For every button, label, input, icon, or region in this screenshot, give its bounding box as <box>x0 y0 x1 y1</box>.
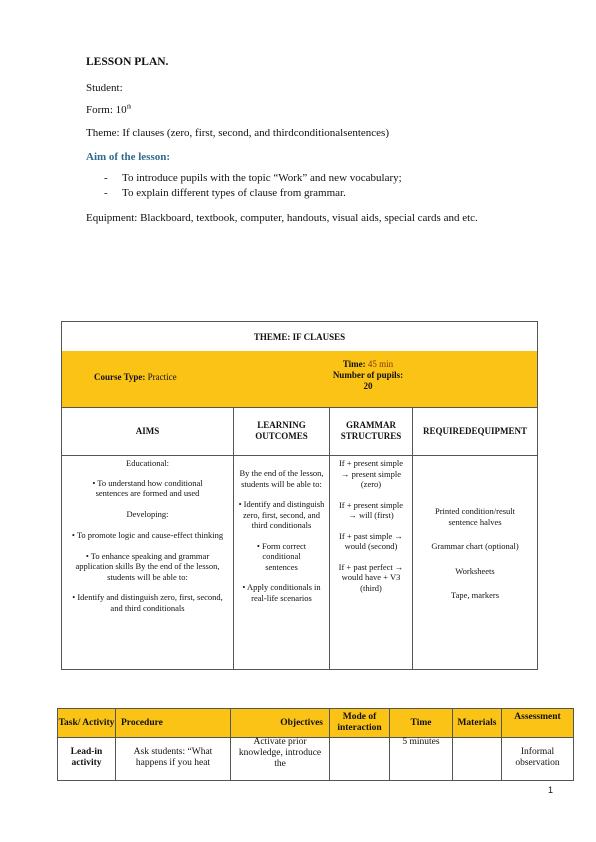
header-procedure: Procedure <box>116 709 231 737</box>
header-mode: Mode of interaction <box>330 709 390 737</box>
aims-item: • To enhance speaking and grammar application skills By the end of the lesson, students will be able to: <box>75 550 220 582</box>
cell-objectives: Activate prior knowledge, introduce the <box>231 737 330 781</box>
theme-table-title: THEME: IF CLAUSES <box>62 322 537 352</box>
outcomes-item: • Apply conditionals in real-life scenarios <box>242 582 321 603</box>
grammar-item: If + present simple → will (first) <box>338 499 404 520</box>
header-objectives: Objectives <box>231 709 330 737</box>
course-info-row <box>62 351 537 408</box>
aims-item: • To understand how conditional sentences are formed and used <box>92 477 203 498</box>
lesson-plan-title: LESSON PLAN. <box>86 56 169 68</box>
time-and-pupils: Time: 45 min Number of pupils: 20 <box>332 359 404 391</box>
aims-item: Educational: <box>126 458 169 468</box>
aim-item: - To explain different types of clause from grammar. <box>104 187 346 199</box>
aims-item: • Identify and distinguish zero, first, second, and third conditionals <box>72 592 223 613</box>
student-label: Student: <box>86 82 123 94</box>
equipment-column <box>413 407 537 669</box>
aim-heading: Aim of the lesson: <box>86 151 171 163</box>
header-time: Time <box>390 709 453 737</box>
grammar-item: If + past simple → would (second) <box>339 530 403 551</box>
page-number: 1 <box>547 785 553 795</box>
cell-materials <box>453 737 502 781</box>
cell-procedure: Ask students: “What happens if you heat <box>116 737 231 781</box>
equipment-item: Printed condition/result sentence halves <box>434 506 516 527</box>
course-type: Course Type: Practice <box>94 372 177 382</box>
aim-item: - To introduce pupils with the topic “Work” and new vocabulary; <box>104 172 402 184</box>
header-assessment: Assessment <box>514 712 561 722</box>
equipment-item: Tape, markers <box>450 590 500 600</box>
aims-header: AIMS <box>62 407 233 456</box>
equipment-item: Worksheets <box>455 565 495 576</box>
cell-time: 5 minutes <box>390 737 453 781</box>
aims-column <box>62 407 234 669</box>
form-label: Form: 10th <box>86 104 132 116</box>
equipment-item: Grammar chart (optional) <box>431 541 519 551</box>
grammar-item: If + present simple → present simple (zero) <box>338 458 404 489</box>
grammar-column <box>330 407 413 669</box>
cell-assessment: Informal observation <box>515 747 560 768</box>
cell-mode <box>330 737 390 781</box>
aims-item: Developing: <box>126 508 169 519</box>
theme-line: Theme: If clauses (zero, first, second, and thirdconditionalsentences) <box>86 127 389 139</box>
task-table <box>57 708 574 781</box>
grammar-item: If + past perfect → would have + V3 (third) <box>338 561 404 593</box>
outcomes-column <box>234 407 330 669</box>
theme-table <box>61 321 538 670</box>
outcomes-item: By the end of the lesson, students will be able to: <box>239 468 324 489</box>
outcomes-item: • Identify and distinguish zero, first, second, and third conditionals <box>238 499 325 530</box>
aims-item: • To promote logic and cause-effect thinking <box>71 530 224 540</box>
grammar-header: GRAMMAR STRUCTURES <box>330 407 412 456</box>
equipment-line: Equipment: Blackboard, textbook, computer, handouts, visual aids, special cards and etc. <box>86 212 478 224</box>
outcomes-header: LEARNING OUTCOMES <box>234 407 329 456</box>
header-materials: Materials <box>453 709 502 737</box>
equipment-header: REQUIREDEQUIPMENT <box>413 407 537 456</box>
task-table-row <box>58 737 573 781</box>
cell-activity: Lead-in activity <box>58 737 116 781</box>
header-task-activity: Task/ Activity <box>58 709 116 737</box>
task-table-header-row <box>58 709 573 738</box>
outcomes-item: • Form correct conditional sentences <box>256 540 307 572</box>
